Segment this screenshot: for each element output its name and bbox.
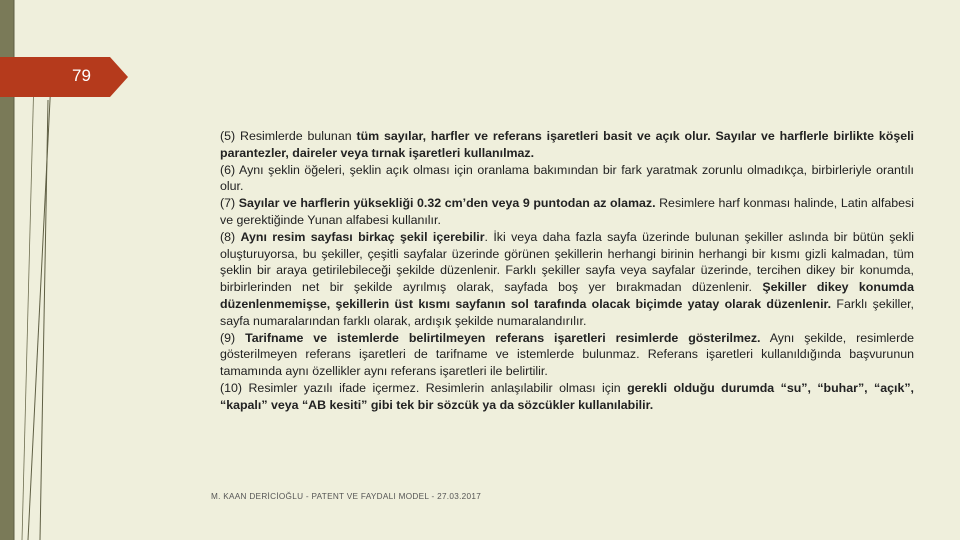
- paragraph: [220, 195, 914, 229]
- bold-text: tüm sayılar, harfler ve referans işaretleri basit ve açık olur. Sayılar ve harflerle birlikte köşeli parantezler, daireler veya tırnak işaretleri kullanılmaz.: [220, 129, 915, 160]
- text-run: Farklı şekiller, sayfa numaralarından farklı olarak, ardışık şekilde numaralandırılır.: [220, 296, 914, 328]
- text-run: Resimlere harf konması halinde, Latin alfabesi ve gerektiğinde Yunan alfabesi kullanılır.: [220, 196, 914, 227]
- text-run: . İki veya daha fazla sayfa üzerinde bulunan şekiller aslında bir bütün şekli oluşturuyorsa, bu şekiller, çeşitli sayfalar üzerinde görünen şekillerin herhangi birinin herhangi bir kısmı gizli kalmadan, tüm şeklin bir araya getirilebileceği şekilde düzenlenir. Farklı şekiller sayfa veya sayfalar üzerinde, tercihen dikey bir konumda, birbirlerinden net bir şekilde ayrılmış olarak, sayfada boş yer bırakmadan düzenlenir.: [220, 229, 914, 295]
- footer-text: M. KAAN DERİCİOĞLU - PATENT VE FAYDALI MODEL - 27.03.2017: [211, 492, 482, 501]
- text-run: (6) Aynı şeklin öğeleri, şeklin açık olması için oranlama bakımından bir fark yaratmak zorunlu olmadıkça, birbirleriyle orantılı olur.: [220, 162, 914, 194]
- text-run: (10) Resimler yazılı ifade içermez. Resimlerin anlaşılabilir olması için: [220, 380, 628, 395]
- body-text: [220, 128, 914, 414]
- bold-text: Tarifname ve istemlerde belirtilmeyen referans işaretleri resimlerde gösterilmez.: [245, 330, 761, 345]
- paragraph: [220, 380, 914, 414]
- text-run: (8): [220, 229, 241, 244]
- text-run: (9): [220, 330, 246, 345]
- paragraph: [220, 229, 914, 330]
- text-run: Aynı şekilde, resimlerde gösterilmeyen referans işaretleri de tarifname ve istemlerde bulunmaz. Referans işaretleri kullanıldığında başvurunun tamamında aynı özellikler aynı referans işaretleri ile belirtilir.: [220, 330, 914, 379]
- page-number: 79: [72, 66, 91, 85]
- text-run: (5) Resimlerde bulunan: [220, 129, 357, 143]
- text-run: (7): [220, 196, 239, 211]
- bold-text: gerekli olduğu durumda “su”, “buhar”, “açık”, “kapalı” veya “AB kesiti” gibi tek bir sözcük ya da sözcükler kullanılabilir.: [220, 380, 914, 412]
- bold-text: Aynı resim sayfası birkaç şekil içerebilir: [240, 229, 485, 244]
- paragraph: [220, 330, 914, 380]
- paragraph: [220, 128, 914, 162]
- bold-text: Şekiller dikey konumda düzenlenmemişse, şekillerin üst kısmı sayfanın sol tarafında olacak biçimde yatay olarak düzenlenir.: [220, 280, 914, 311]
- bold-text: Sayılar ve harflerin yüksekliği 0.32 cm’den veya 9 puntodan az olamaz.: [238, 196, 656, 211]
- paragraph: [220, 162, 914, 196]
